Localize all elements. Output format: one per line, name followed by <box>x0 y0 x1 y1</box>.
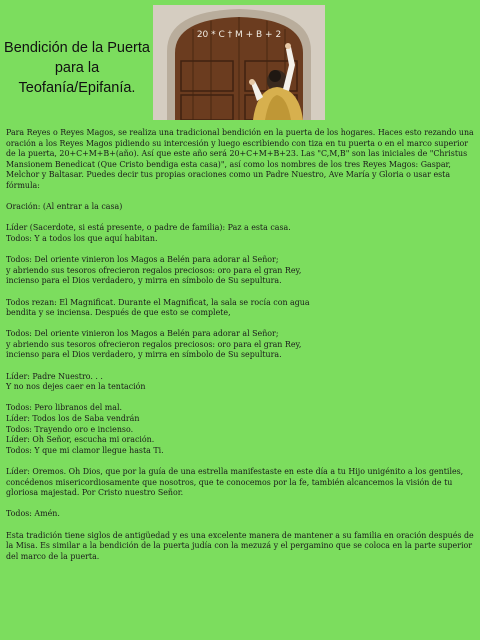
page-title: Bendición de la Puerta para la Teofanía/Epifanía. <box>4 40 150 96</box>
paragraph-magi-1: Todos: Del oriente vinieron los Magos a Belén para adorar al Señor; y abriendo sus tesoros ofrecieron regalos preciosos: oro para el gran Rey, incienso para el Dios verdadero, y mirra en símbolo de Su sepultura. <box>6 255 302 286</box>
paragraph-magi-2: Todos: Del oriente vinieron los Magos a Belén para adorar al Señor; y abriendo sus tesoros ofrecieron regalos preciosos: oro para el gran Rey, incienso para el Dios verdadero, y mirra en símbolo de Su sepultura. <box>6 329 302 360</box>
paragraph-peace: Líder (Sacerdote, si está presente, o padre de familia): Paz a esta casa. Todos: Y a todos los que aquí habitan. <box>6 223 291 243</box>
chalk-inscription: 20 * C † M + B + 2 <box>196 30 282 40</box>
paragraph-our-father: Líder: Padre Nuestro. . . Y no nos dejes caer en la tentación <box>6 371 146 392</box>
paragraph-responses: Todos: Pero libranos del mal. Líder: Todos los de Saba vendrán Todos: Trayendo oro e incienso. Líder: Oh Señor, escucha mi oración. Todos: Y que mi clamor llegue hasta Ti. <box>6 403 164 455</box>
paragraph-intro: Para Reyes o Reyes Magos, se realiza una tradicional bendición en la puerta de los hogares. Haces esto rezando una oración a los Reyes Magos pidiendo su intercesión y luego escribiendo con tiza en tu puerta o en el marco superior de la puerta, 20+C+M+B+(año). Así que este año será 20+C+M+B+23. Las "C,M,B" son las iniciales de "Christus Mansionem Benedicat (Que Cristo bendiga esta casa)", así como los nombres de los tres Reyes Magos: Gaspar, Melchor y Baltasar. Puedes decir tus propias oraciones como un Padre Nuestro, Ave María y Gloria o usar esta fórmula: <box>6 128 474 190</box>
paragraph-magnificat: Todos rezan: El Magnificat. Durante el Magnificat, la sala se rocía con agua bendita y se inciensa. Después de que esto se complete, <box>6 297 310 318</box>
paragraph-prayer-heading: Oración: (Al entrar a la casa) <box>6 202 123 212</box>
blessing-text <box>6 128 476 573</box>
paragraph-amen: Todos: Amén. <box>6 509 60 519</box>
paragraph-closing-prayer: Líder: Oremos. Oh Dios, que por la guía de una estrella manifestaste en este día a tu Hijo unigénito a los gentiles, concédenos misericordiosamente que nosotros, que te conocemos por la fe, también alcancemos la visión de tu gloriosa majestad. Por Cristo nuestro Señor. <box>6 467 464 498</box>
door-blessing-photo <box>153 5 325 120</box>
paragraph-tradition-note: Esta tradición tiene siglos de antigüedad y es una excelente manera de mantener a su familia en oración después de la Misa. Es similar a la bendición de la puerta judía con la mezuzá y el pergamino que se coloca en la parte superior del marco de la puerta. <box>6 530 474 561</box>
